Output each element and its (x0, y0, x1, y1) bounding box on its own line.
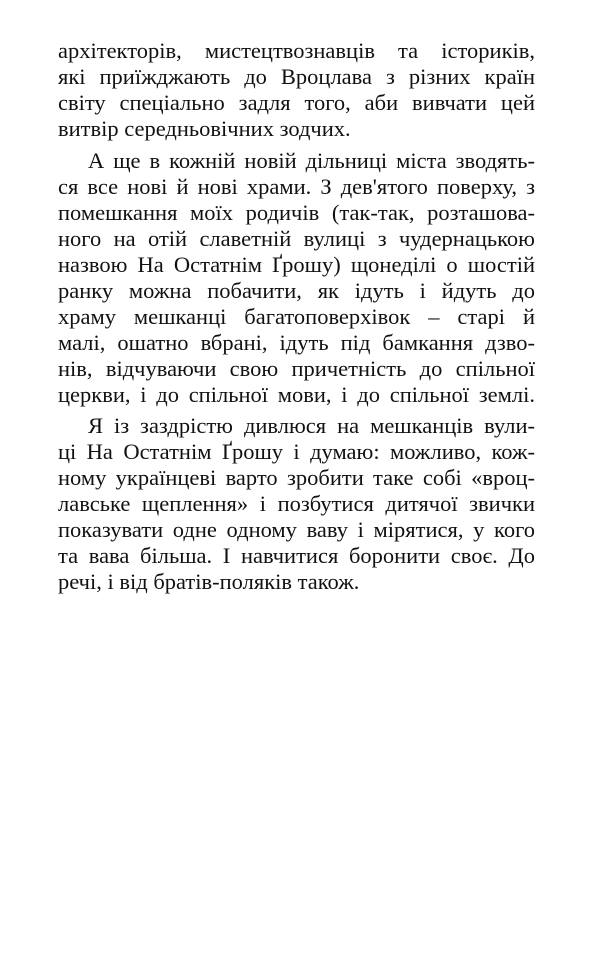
text-line: та вава більша. І навчитися боронити своє. До (58, 543, 535, 568)
text-line: показувати одне одному ваву і мірятися, у кого (58, 517, 535, 542)
text-line: назвою На Остатнім Ґрошу) щонеділі о шостій (58, 252, 535, 277)
text-line: витвір середньовічних зодчих. (58, 116, 351, 141)
text-line: ного на отій славетній вулиці з чудернацькою (58, 226, 535, 251)
text-line: ранку можна побачити, як ідуть і йдуть до (58, 278, 535, 303)
text-line: які приїжджають до Вроцлава з різних країн (58, 64, 535, 89)
text-line: речі, і від братів-поляків також. (58, 569, 360, 594)
text-line: Я із заздрістю дивлюся на мешканців вули- (88, 413, 535, 438)
text-line: світу спеціально задля того, аби вивчати цей (58, 90, 535, 115)
text-line: архітекторів, мистецтвознавців та істориків, (58, 38, 535, 63)
text-line: помешкання моїх родичів (так-так, розташова- (58, 200, 535, 225)
text-line: А ще в кожній новій дільниці міста зводять- (88, 148, 535, 173)
text-line: лавське щеплення» і позбутися дитячої звички (58, 491, 535, 516)
text-line: ному українцеві варто зробити таке собі «вроц- (58, 465, 535, 490)
text-line: малі, ошатно вбрані, ідуть під бамкання дзво- (58, 330, 535, 355)
text-line: церкви, і до спільної мови, і до спільної землі. (58, 382, 535, 407)
text-line: нів, відчуваючи свою причетність до спільної (58, 356, 535, 381)
text-line: ці На Остатнім Ґрошу і думаю: можливо, кож- (58, 439, 535, 464)
text-line: ся все нові й нові храми. З дев'ятого поверху, з (58, 174, 535, 199)
text-line: храму мешканці багатоповерхівок – старі й (58, 304, 535, 329)
